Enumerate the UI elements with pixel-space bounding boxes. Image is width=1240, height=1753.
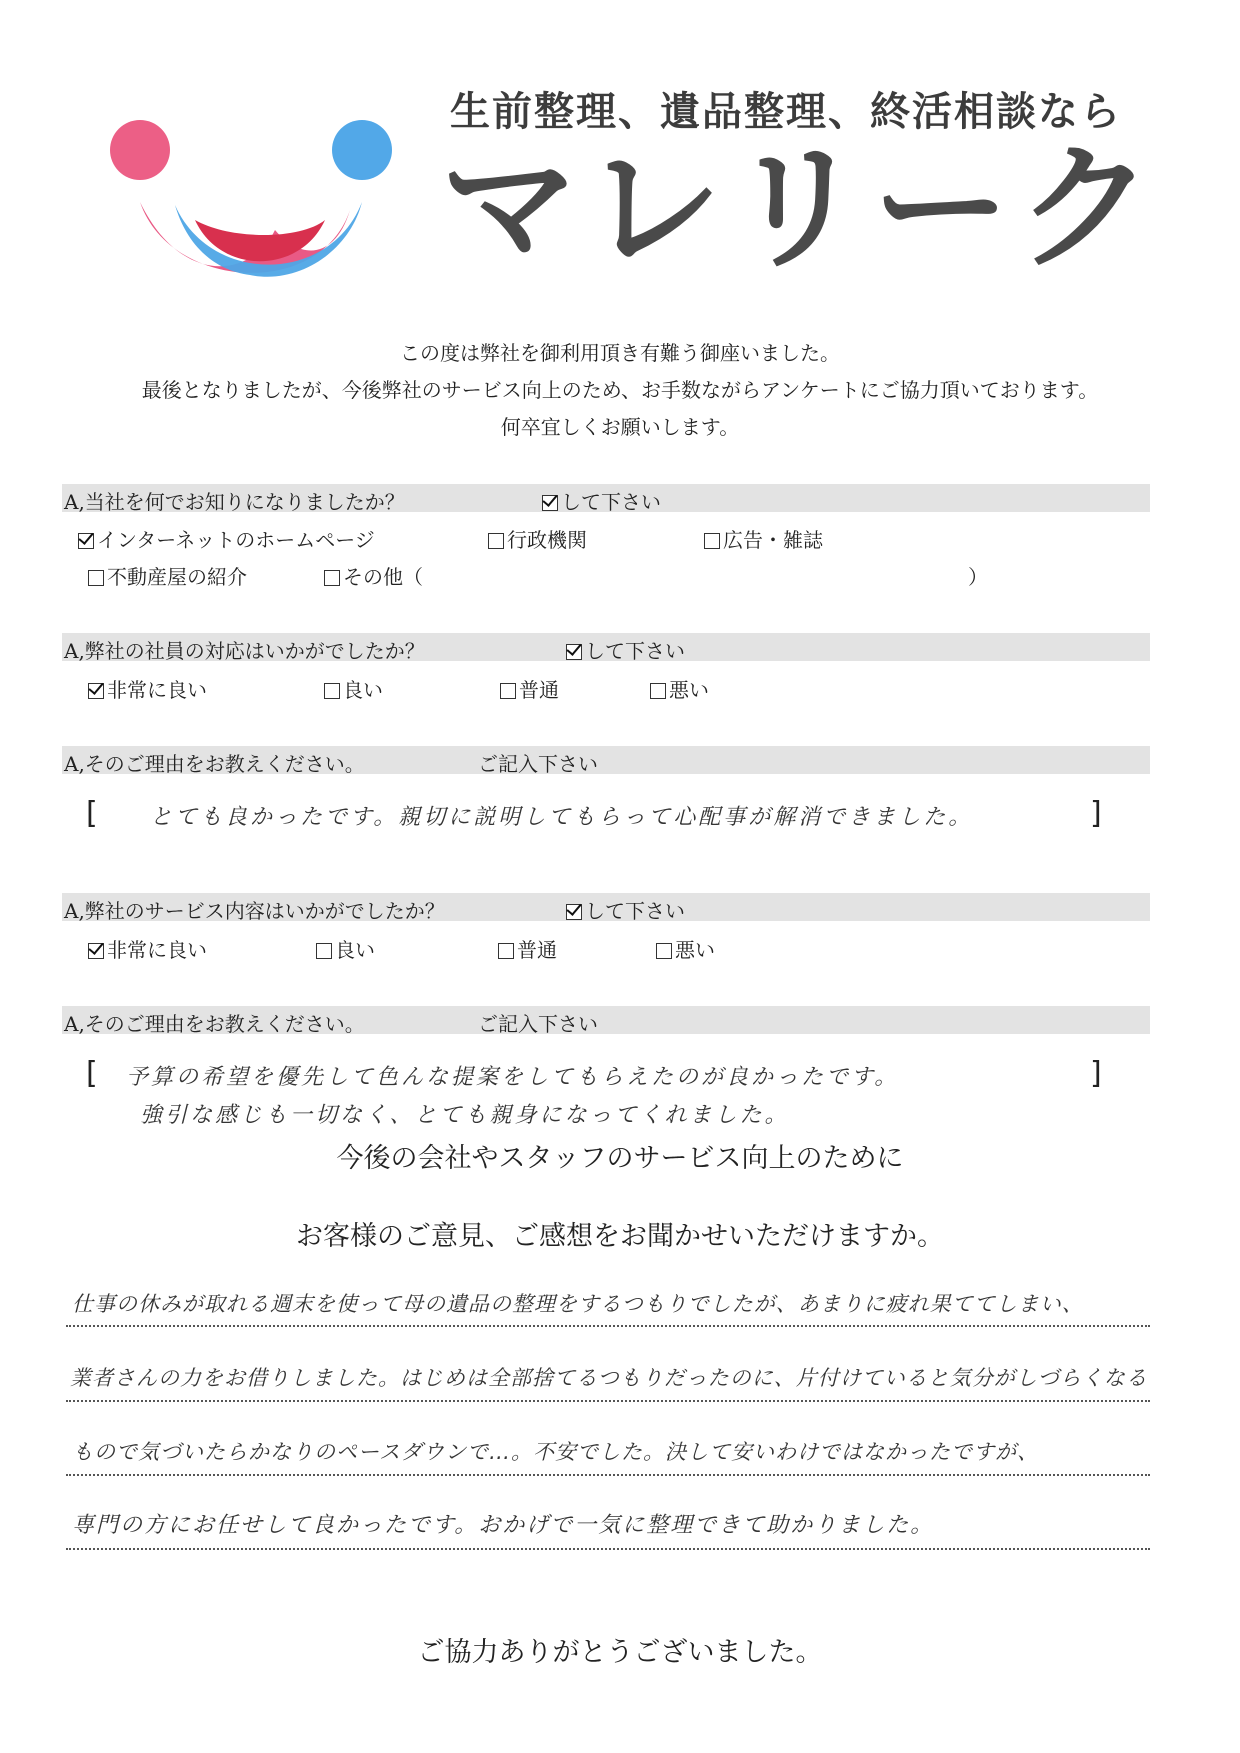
bracket-close: ] [1090,796,1102,831]
option-bad[interactable]: 悪い [650,674,709,703]
option-bad[interactable]: 悪い [656,934,715,963]
feedback-heading-1: 今後の会社やスタッフのサービス向上のために [336,1143,904,1174]
dotted-line [66,1474,1150,1476]
checkbox-sample-icon [542,495,558,511]
option-good[interactable]: 良い [324,674,383,703]
option-homepage[interactable]: インターネットのホームページ [78,524,375,553]
checkbox-icon[interactable] [324,570,340,586]
checkbox-icon[interactable] [316,943,332,959]
bracket-close: ] [1090,1056,1102,1091]
closing-thanks: ご協力ありがとうございました。 [417,1637,823,1668]
dotted-line [66,1400,1150,1402]
answer-reason-service-line-1[interactable]: 予算の希望を優先して色んな提案をしてもらえたのが良かったです。 [126,1065,900,1090]
option-average[interactable]: 普通 [498,934,557,963]
option-government[interactable]: 行政機関 [488,524,587,553]
dotted-line [66,1325,1150,1327]
option-good[interactable]: 良い [316,934,375,963]
instruction-check: して下さい [542,486,661,515]
tagline: 生前整理、遺品整理、終活相談なら [450,89,1122,135]
checkbox-icon[interactable] [656,943,672,959]
option-ads[interactable]: 広告・雑誌 [704,524,823,553]
checkbox-icon[interactable] [88,570,104,586]
bracket-open: [ [86,796,98,831]
checkbox-icon[interactable] [500,683,516,699]
feedback-line-2[interactable]: 業者さんの力をお借りしました。はじめは全部捨てるつもりだったのに、片付けていると気分がしづらくなる [70,1366,1148,1390]
checkbox-icon[interactable] [324,683,340,699]
question-reason-staff: A,そのご理由をお教えください。 [64,752,365,776]
instruction-check: して下さい [566,635,685,664]
checkbox-icon[interactable] [498,943,514,959]
answer-reason-staff[interactable]: とても良かったです。親切に説明してもらって心配事が解消できました。 [150,805,974,830]
checkbox-sample-icon [566,904,582,920]
instruction-check: して下さい [566,895,685,924]
instruction-write: ご記入下さい [478,752,598,776]
brand-name: マレリーク [440,128,1161,289]
other-close-paren: ） [968,565,988,589]
question-source: A,当社を何でお知りになりましたか？ [64,490,405,514]
feedback-heading-2: お客様のご意見、ご感想をお聞かせいただけますか。 [296,1221,944,1252]
instruction-write: ご記入下さい [478,1012,598,1036]
option-very-good[interactable]: 非常に良い [88,934,207,963]
checkbox-icon[interactable] [88,943,104,959]
option-other[interactable]: その他（ [324,561,423,590]
intro-line-2: 最後となりましたが、今後弊社のサービス向上のため、お手数ながらアンケートにご協力頂いております。 [141,378,1099,402]
checkbox-icon[interactable] [488,533,504,549]
checkbox-icon[interactable] [88,683,104,699]
question-reason-service: A,そのご理由をお教えください。 [64,1012,365,1036]
question-service: A,弊社のサービス内容はいかがでしたか？ [64,899,445,923]
feedback-line-1[interactable]: 仕事の休みが取れる週末を使って母の遺品の整理をするつもりでしたが、あまりに疲れ果ててしまい、 [72,1292,1084,1316]
question-staff: A,弊社の社員の対応はいかがでしたか？ [64,639,425,663]
option-realestate[interactable]: 不動産屋の紹介 [88,561,247,590]
answer-reason-service-line-2[interactable]: 強引な感じも一切なく、とても親身になってくれました。 [140,1103,790,1128]
dotted-line [66,1548,1150,1550]
checkbox-icon[interactable] [704,533,720,549]
checkbox-sample-icon [566,644,582,660]
option-very-good[interactable]: 非常に良い [88,674,207,703]
intro-line-3: 何卒宜しくお願いします。 [500,415,740,439]
bracket-open: [ [86,1056,98,1091]
option-average[interactable]: 普通 [500,674,559,703]
company-logo [100,110,410,280]
checkbox-icon[interactable] [650,683,666,699]
feedback-line-4[interactable]: 専門の方にお任せして良かったです。おかげで一気に整理できて助かりました。 [72,1513,935,1538]
checkbox-icon[interactable] [78,533,94,549]
feedback-line-3[interactable]: もので気づいたらかなりのペースダウンで…。不安でした。決して安いわけではなかったですが、 [72,1440,1039,1464]
intro-line-1: この度は弊社を御利用頂き有難う御座いました。 [400,341,840,365]
